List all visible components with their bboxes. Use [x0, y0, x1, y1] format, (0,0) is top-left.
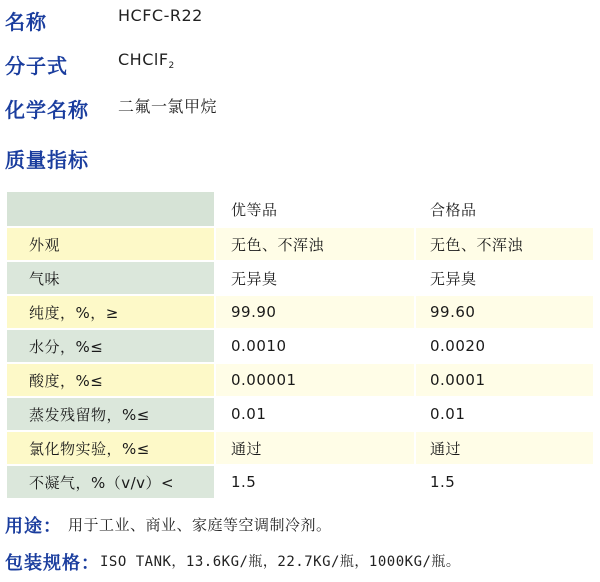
row-label: 水分，%≤	[6, 329, 215, 363]
premium-value: 0.01	[215, 397, 415, 431]
qualified-value: 0.0020	[415, 329, 594, 363]
formula-main: CHClF	[118, 50, 169, 69]
premium-value: 0.0010	[215, 329, 415, 363]
quality-section-title: 质量指标	[5, 148, 89, 172]
table-row	[6, 329, 594, 363]
qualified-value: 0.0001	[415, 363, 594, 397]
premium-value: 0.00001	[215, 363, 415, 397]
premium-value: 1.5	[215, 465, 415, 499]
packaging-label: 包装规格：	[5, 553, 100, 574]
table-row	[6, 397, 594, 431]
row-label: 气味	[6, 261, 215, 295]
name-label: 名称	[5, 10, 47, 34]
header-cell-item	[6, 191, 215, 227]
header-cell-qualified: 合格品	[415, 191, 594, 227]
usage-value: 用于工业、商业、家庭等空调制冷剂。	[68, 516, 332, 534]
qualified-value: 1.5	[415, 465, 594, 499]
name-value: HCFC-R22	[118, 6, 203, 25]
formula-label: 分子式	[5, 54, 68, 78]
row-label: 氯化物实验，%≤	[6, 431, 215, 465]
table-row	[6, 465, 594, 499]
qualified-value: 通过	[415, 431, 594, 465]
formula-subscript: 2	[168, 61, 175, 71]
table-row	[6, 261, 594, 295]
chemical-name-value: 二氟一氯甲烷	[118, 97, 218, 116]
row-label: 外观	[6, 227, 215, 261]
table-row	[6, 227, 594, 261]
premium-value: 无色、不浑浊	[215, 227, 415, 261]
premium-value: 99.90	[215, 295, 415, 329]
row-label: 不凝气，%（v/v）<	[6, 465, 215, 499]
premium-value: 通过	[215, 431, 415, 465]
table-row	[6, 431, 594, 465]
usage-label: 用途：	[5, 516, 62, 537]
chemical-name-label: 化学名称	[5, 98, 89, 122]
formula-value	[118, 50, 175, 71]
qualified-value: 无异臭	[415, 261, 594, 295]
row-label: 酸度，%≤	[6, 363, 215, 397]
packaging-value: ISO TANK，13.6KG/瓶，22.7KG/瓶，1000KG/瓶。	[100, 554, 461, 570]
row-label: 纯度，%，≥	[6, 295, 215, 329]
premium-value: 无异臭	[215, 261, 415, 295]
header-cell-premium: 优等品	[215, 191, 415, 227]
qualified-value: 99.60	[415, 295, 594, 329]
qualified-value: 无色、不浑浊	[415, 227, 594, 261]
table-row	[6, 363, 594, 397]
table-header-row	[6, 191, 594, 227]
row-label: 蒸发残留物，%≤	[6, 397, 215, 431]
table-row	[6, 295, 594, 329]
qualified-value: 0.01	[415, 397, 594, 431]
quality-spec-table	[5, 190, 595, 500]
